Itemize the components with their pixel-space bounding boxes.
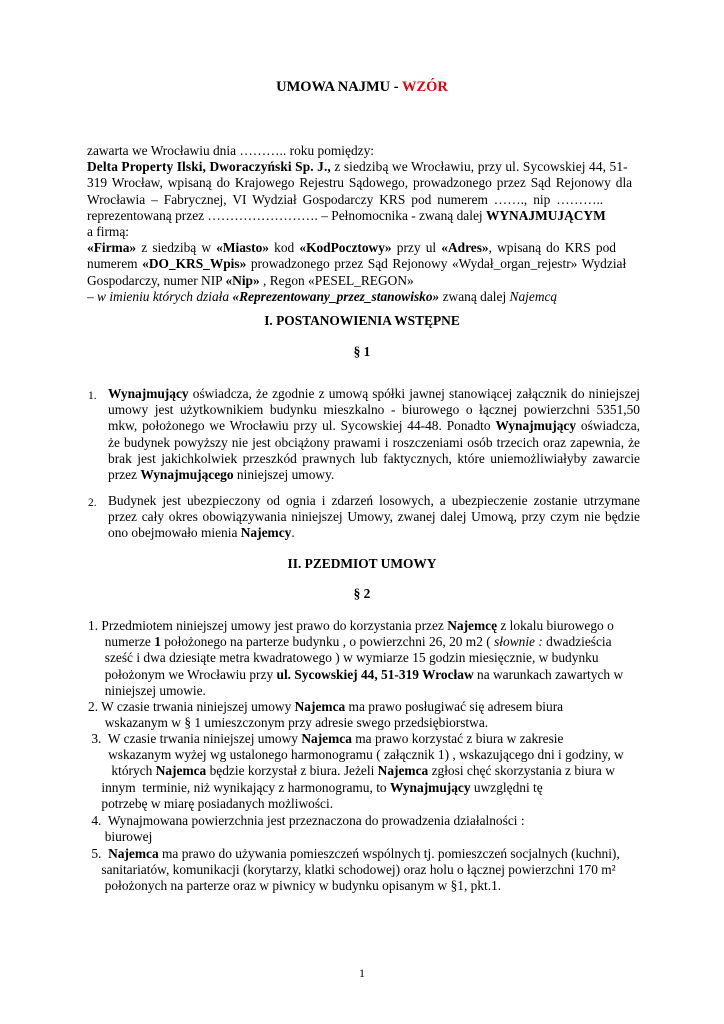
intro-line-4: Wrocławia – Fabrycznej, VI Wydział Gospodarczy KRS pod numerem ……., nip ……….. bbox=[87, 191, 604, 207]
intro-line-3: 319 Wrocław, wpisaną do Krajowego Rejestru Sądowego, prowadzonego przez Sąd Rejonowy dla bbox=[87, 175, 633, 191]
title-accent: WZÓR bbox=[401, 79, 448, 95]
landlord-label: WYNAJMUJĄCYM bbox=[485, 207, 606, 223]
item-number: 1. bbox=[88, 390, 97, 402]
intro-line-7: «Firma» z siedzibą w «Miasto» kod «KodPocztowy» przy ul «Adres», wpisaną do KRS pod bbox=[87, 240, 616, 256]
clause-2-3: 3. W czasie trwania niniejszej umowy Najemca ma prawo korzystać z biura w zakresie wskazanym wyżej wg ustalonego harmonogramu ( załącznik 1) , wskazującego dni i godziny, w których Najemca będzie korzystał z biura. Jeżeli Najemca zgłosi chęć skorzystania z biura w innym terminie, niż wynikający z harmonogramu, to Wynajmujący uwzględni tę potrzebę w miarę posiadanych możliwości. bbox=[88, 731, 624, 811]
item-number: 2. bbox=[88, 497, 97, 509]
parties-block bbox=[87, 143, 640, 305]
paragraph-mark-2: § 2 bbox=[353, 586, 371, 601]
intro-line-1: zawarta we Wrocławiu dnia ……….. roku pomiędzy: bbox=[87, 143, 375, 158]
clause-1-2: Budynek jest ubezpieczony od ognia i zdarzeń losowych, a ubezpieczenie zostanie utrzymane przez cały okres obowiązywania niniejszej Umowy, zwanej dalej Umową, przy czym nie będzie ono obejmowało mienia Najemcy. bbox=[108, 493, 640, 541]
section-heading-2: II. PZEDMIOT UMOWY bbox=[287, 556, 437, 571]
clause-1-1: Wynajmujący oświadcza, że zgodnie z umową spółki jawnej stanowiącej załącznik do niniejszej umowy jest użytkownikiem budynku mieszkalno - biurowego o łącznej powierzchni 5351,50 mkw, położonego we Wrocławiu przy ul. Sycowskiej 44-48. Ponadto Wynajmujący oświadcza, że budynek powyższy nie jest obciążony prawami i roszczeniami osób trzecich oraz zapewnia, że brak jest jakichkolwiek przeszkód prawnych lub faktycznych, które uniemożliwiałyby zawarcie przez Wynajmującego niniejszej umowy. bbox=[108, 386, 640, 483]
intro-line-9: Gospodarczy, numer NIP «Nip» , Regon «PESEL_REGON» bbox=[87, 272, 414, 288]
clause-2-2: 2. W czasie trwania niniejszej umowy Najemca ma prawo posługiwać się adresem biura wskazanym w § 1 umieszczonym przy adresie swego przedsiębiorstwa. bbox=[88, 699, 564, 731]
clause-2-1: 1. Przedmiotem niniejszej umowy jest prawo do korzystania przez Najemcę z lokalu biurowego o numerze 1 położonego na parterze budynku , o powierzchni 26, 20 m2 ( słownie : dwadzieścia sześć i dwa dziesiąte metra kwadratowego ) w wymiarze 15 godzin miesięcznie, w budynku położonym we Wrocławiu przy ul. Sycowskiej 44, 51-319 Wrocław na warunkach zawartych w niniejszej umowie. bbox=[88, 618, 624, 698]
intro-line-10: – w imieniu których działa «Reprezentowany_przez_stanowisko» zwaną dalej Najemcą bbox=[87, 288, 558, 304]
intro-line-2: Delta Property Ilski, Dworaczyński Sp. J., z siedzibą we Wrocławiu, przy ul. Sycowskiej 44, 51- bbox=[87, 159, 628, 175]
intro-line-8: numerem «DO_KRS_Wpis» prowadzonego przez Sąd Rejonowy «Wydał_organ_rejestr» Wydział bbox=[87, 256, 627, 272]
clause-2-4: 4. Wynajmowana powierzchnia jest przeznaczona do prowadzenia działalności : biurowej bbox=[88, 813, 525, 845]
page-number: 1 bbox=[359, 966, 365, 980]
title-main: UMOWA NAJMU - bbox=[276, 79, 399, 95]
document-title bbox=[0, 79, 724, 96]
paragraph-mark-1: § 1 bbox=[353, 344, 371, 359]
intro-line-5: reprezentowaną przez ……………………. – Pełnomocnika - zwaną dalej WYNAJMUJĄCYM bbox=[87, 207, 606, 223]
intro-line-6: a firmą: bbox=[87, 224, 130, 240]
landlord-name: Delta Property Ilski, Dworaczyński Sp. J., bbox=[87, 159, 331, 175]
clause-2-5: 5. Najemca ma prawo do używania pomieszczeń wspólnych tj. pomieszczeń socjalnych (kuchni), sanitariatów, komunikacji (korytarzy, klatki schodowej) oraz holu o łącznej powierzchni 170 m² położonych na parterze oraz w piwnicy w budynku opisanym w §1, pkt.1. bbox=[88, 846, 620, 894]
section-heading-1: I. POSTANOWIENIA WSTĘPNE bbox=[264, 313, 460, 328]
